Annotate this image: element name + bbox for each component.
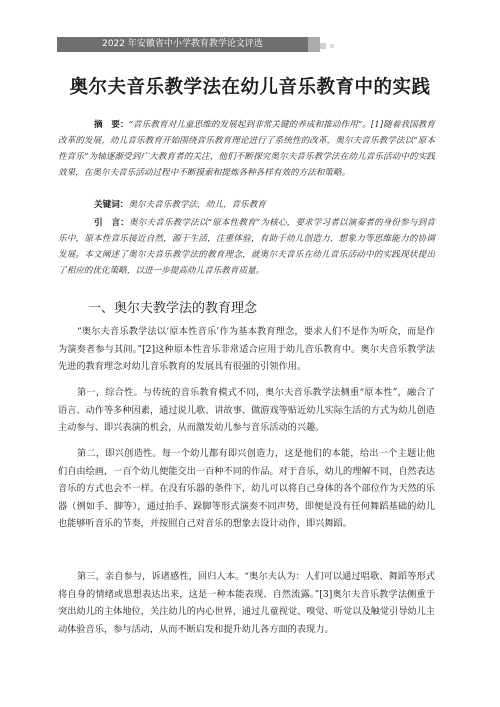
paper-title: 奥尔夫音乐教学法在幼儿音乐教育中的实践 [69,77,431,98]
body-paragraph: 第二，即兴创造性。每一个幼儿都有即兴创造力，这是他们的本能，给出一个主题让他们自由绘画，一百个幼儿便能交出一百种不同的作品。对于音乐，幼儿的理解不同，自然表达音乐的方式也会不一样。在没有乐器的条件下，幼儿可以将自己身体的各个部位作为天然的乐器（例如手、脚等），通过拍手、跺脚等形式演奏不同声势，即便是没有任何舞蹈基础的幼儿也能够听音乐的节奏，并按照自己对音乐的想象去设计动作，即兴舞蹈。 [58,448,435,529]
body-paragraph: 第一，综合性。与传统的音乐教育模式不同，奥尔夫音乐教学法侧重“原本性”，融合了语言、动作等多种因素，通过说儿歌、讲故事、做游戏等贴近幼儿实际生活的方式为幼儿创造主动参与、即兴表演的机会，从而激发幼儿参与音乐活动的兴趣。 [58,387,435,433]
abstract-text: “音乐教育对儿童思维的发展起到非常关键的养成和推动作用”。[1]随着我国教育改革的发展，幼儿音乐教育开始围绕音乐教育理论进行了系统性的改革，奥尔夫音乐教学法以“原本性音乐”为轴逐渐受到广大教育者的关注，他们不断探究奥尔夫音乐教学法在幼儿音乐活动中的实践效果，在奥尔夫音乐活动过程中不断摸索和提炼各种各样有效的方法和策略。 [58,120,435,178]
introduction [58,215,435,279]
intro-label: 引 言： [94,218,129,228]
keywords-text: 奥尔夫音乐教学法，幼儿，音乐教育 [128,200,266,210]
body-paragraph: 第三，亲自参与，诉诸感性，回归人本。“奥尔夫认为：人们可以通过唱歌、舞蹈等形式将自身的情绪或思想表达出来，这是一种本能表现、自然流露。”[3]奥尔夫音乐教学法侧重于突出幼儿的主体地位，关注幼儿的内心世界，通过儿童视觉、嗅觉、听觉以及触觉引导幼儿主动体验音乐，参与活动，从而不断启发和提升幼儿各方面的表现力。 [58,571,435,635]
intro-text: 奥尔夫音乐教学法以“原本性教育”为核心，要求学习者以演奏者的身份参与到音乐中，原本性音乐接近自然，源于生活，注重体验，有助于幼儿创造力、想象力等思维能力的协调发展。本文阐述了奥尔夫音乐教学法的教育理念，就奥尔夫音乐在幼儿音乐活动中的实践现状提出了相应的优化策略，以进一步提高幼儿音乐教育质量。 [58,218,435,276]
abstract [58,117,435,181]
keywords-label: 关键词： [94,200,129,210]
body-paragraph: “奥尔夫音乐教学法以‘原本性音乐’作为基本教育理念，要求人们不是作为听众，而是作为演奏者参与其间。”[2]这种原本性音乐非常适合应用于幼儿音乐教育中。奥尔夫音乐教学法先进的教育理念对幼儿音乐教育的发展具有很强的引领作用。 [58,326,435,372]
header-decoration-square [308,37,320,52]
header-decoration-square [330,44,334,48]
running-header: 2022 年安徽省中小学教育教学论文评选 [57,37,308,52]
section-heading: 一、奥尔夫教学法的教育理念 [88,301,258,316]
abstract-label: 摘 要： [94,120,129,130]
header-decoration-square [320,43,326,49]
keywords [58,197,435,213]
